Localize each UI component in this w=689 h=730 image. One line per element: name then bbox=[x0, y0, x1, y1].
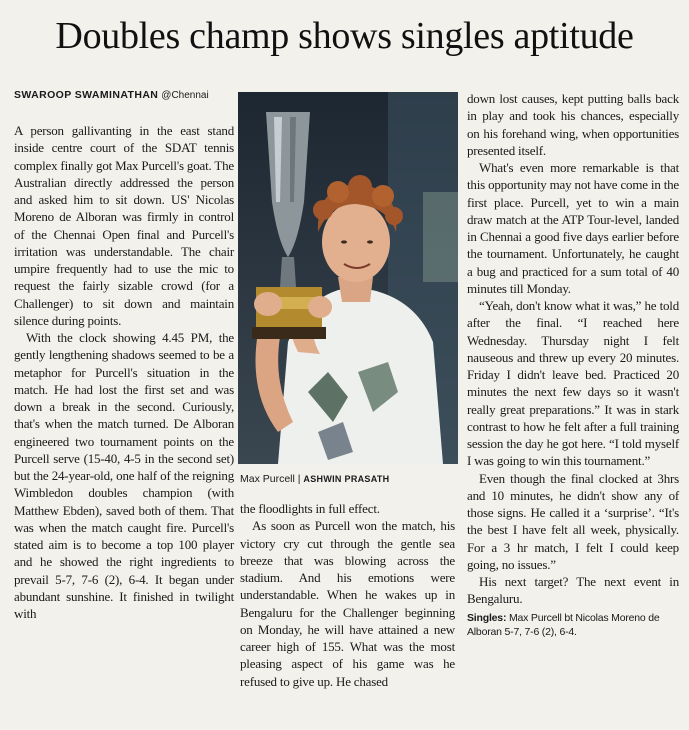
paragraph: Even though the final clocked at 3hrs and 10 minutes, he didn't show any of those signs. He called it a ‘surprise’. “It's the best I have felt all week, physically. For a 3 hr match, I felt I could keep going, no issues.” bbox=[467, 470, 679, 572]
paragraph: What's even more remarkable is that this opportunity may not have come in the first place. Purcell, yet to win a main draw match at the ATP Tour-level, landed in Chennai a good five days earlier before the tournament. Unfortunately, he caught a bug and practiced for a sum total of 40 minutes till Monday. bbox=[467, 160, 679, 296]
caption-credit: ASHWIN PRASATH bbox=[303, 474, 390, 484]
byline-place: @Chennai bbox=[161, 90, 209, 101]
photo-max-purcell-trophy bbox=[238, 92, 458, 464]
caption-separator: | bbox=[294, 473, 304, 485]
byline-author: SWAROOP SWAMINATHAN bbox=[14, 89, 159, 101]
paragraph: down lost causes, kept putting balls back in play and took his chances, especially on his forehand wing, when opportunities presented itself. bbox=[467, 91, 679, 158]
byline bbox=[14, 88, 234, 103]
paragraph: the floodlights in full effect. bbox=[240, 501, 380, 516]
paragraph: As soon as Purcell won the match, his victory cry cut through the gentle sea breeze that was blowing across the stadium. And his emotions were understandable. When he wakes up in Bengaluru for the Challenger beginning on Monday, he will have attained a new career high of 155. What was the most pleasing aspect of his game was he refused to give up. He chased bbox=[240, 518, 455, 689]
caption-name: Max Purcell bbox=[240, 473, 295, 485]
player-with-trophy-illustration bbox=[238, 92, 458, 464]
column-1 bbox=[14, 122, 234, 622]
paragraph: With the clock showing 4.45 PM, the gently lengthening shadows seemed to be a metaphor for Purcell's situation in the match. He had lost the first set and was down a break in the second. Curiously, that's when the match turned. De Alboran engineered two tournament points on the Purcell serve (15-40, 4-5 in the second set) but the 24-year-old, one half of the reigning Wimbledon doubles champion (with Matthew Ebden), saved both of them. That was when the match caught fire. Purcell's stated aim is to become a top 100 player and he showed the right ingredients to prevail 5-7, 7-6 (2), 6-4. It began under abundant sunshine. It finished in twilight with bbox=[14, 330, 234, 621]
score-text: Max Purcell bt Nicolas Moreno de Alboran 5-7, 7-6 (2), 6-4. bbox=[467, 611, 660, 638]
score-line bbox=[467, 611, 679, 639]
paragraph: “Yeah, don't know what it was,” he told after the final. “I reached here Wednesday. Thursday night I felt nauseous and threw up every 20 minutes. Friday I didn't leave bed. Practiced 20 minutes the next few days so it wasn't really great preparations.” It was in stark contrast to how he felt after a full training session the day he got here. “I told myself I was going to win this tournament.” bbox=[467, 298, 679, 469]
column-3 bbox=[467, 90, 679, 639]
paragraph: His next target? The next event in Bengaluru. bbox=[467, 574, 679, 607]
column-2 bbox=[240, 500, 455, 690]
photo-caption bbox=[240, 473, 460, 486]
paragraph: A person gallivanting in the east stand inside centre court of the SDAT tennis complex finally got Max Purcell's goat. The Australian directly addressed the person and asked him to sit down. US' Nicolas Moreno de Alboran was firmly in control of the Chennai Open final and Purcell's irritation was understandable. The chair umpire frequently had to use the mic to request the fairly sizable crowd (for a Challenger) to sit down and maintain silence during points. bbox=[14, 123, 234, 328]
score-label: Singles: bbox=[467, 611, 507, 624]
headline: Doubles champ shows singles aptitude bbox=[55, 15, 634, 57]
